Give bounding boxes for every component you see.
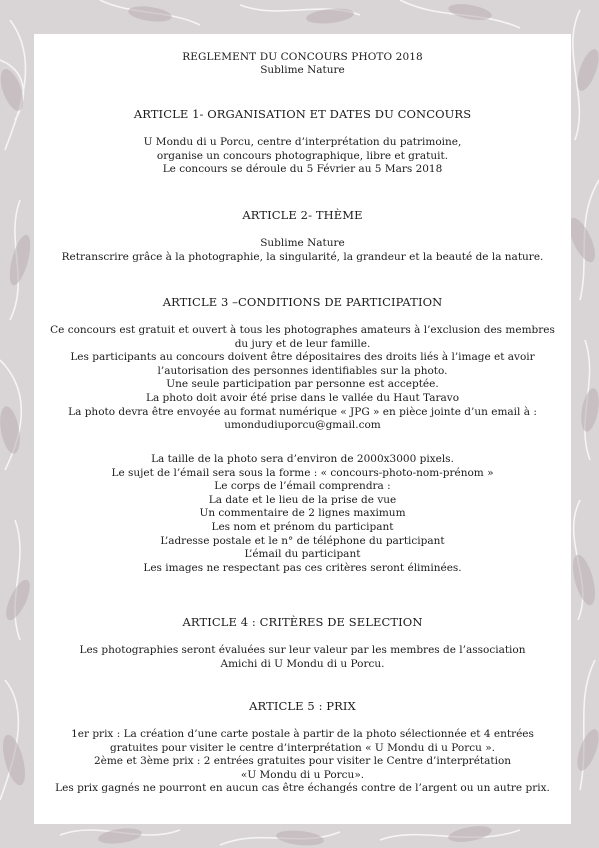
article-3-paragraph-2	[34, 453, 571, 575]
article-3-heading: ARTICLE 3 –CONDITIONS DE PARTICIPATION	[162, 295, 443, 309]
paragraph-line: gratuites pour visiter le centre d’interprétation « U Mondu di u Porcu ».	[110, 741, 495, 754]
paragraph-line: Les images ne respectant pas ces critères seront éliminées.	[143, 561, 462, 574]
paragraph-line: du jury et de leur famille.	[234, 337, 371, 350]
paragraph-line: La photo doit avoir été prise dans le vallée du Haut Taravo	[145, 391, 460, 404]
paragraph-line: Le sujet de l’émail sera sous la forme : « concours-photo-nom-prénom »	[111, 466, 494, 479]
article-1-paragraph-1	[34, 136, 571, 177]
paragraph-line: «U Mondu di u Porcu».	[240, 768, 365, 781]
paragraph-line: U Mondu di u Porcu, centre d’interprétation du patrimoine,	[143, 136, 462, 148]
document-page	[34, 34, 571, 824]
paragraph-line: Une seule participation par personne est acceptée.	[166, 378, 439, 391]
paragraph-line: 2ème et 3ème prix : 2 entrées gratuites pour visiter le Centre d’interprétation	[93, 755, 512, 768]
paragraph-line: Les prix gagnés ne pourront en aucun cas être échangés contre de l’argent ou un autre prix.	[55, 782, 550, 795]
article-2-paragraph-1	[34, 237, 571, 264]
paragraph-line: La taille de la photo sera d’environ de 2000x3000 pixels.	[151, 453, 454, 465]
article-3-paragraph-1	[34, 324, 571, 433]
paragraph-line: Ce concours est gratuit et ouvert à tous les photographes amateurs à l’exclusion des membres	[50, 324, 555, 336]
paragraph-line[interactable]: umondudiuporcu@gmail.com	[224, 419, 381, 432]
paragraph-line: Un commentaire de 2 lignes maximum	[199, 507, 406, 520]
paragraph-line: Les nom et prénom du participant	[211, 520, 394, 533]
paragraph-line: Les photographies seront évaluées sur leur valeur par les membres de l’association	[79, 644, 526, 656]
paragraph-line: Amichi di U Mondu di u Porcu.	[220, 657, 385, 670]
paragraph-line: La date et le lieu de la prise de vue	[208, 493, 397, 506]
document-subtitle: Sublime Nature	[260, 64, 345, 76]
article-1-heading: ARTICLE 1- ORGANISATION ET DATES DU CONCOURS	[133, 107, 472, 121]
article-5-paragraph-1	[34, 728, 571, 796]
paragraph-line: L’émail du participant	[244, 548, 361, 561]
paragraph-line: organise un concours photographique, libre et gratuit.	[156, 149, 449, 162]
article-4-heading: ARTICLE 4 : CRITÈRES DE SELECTION	[182, 615, 423, 629]
article-5-heading: ARTICLE 5 : PRIX	[249, 699, 356, 713]
paragraph-line: Le corps de l’émail comprendra :	[214, 480, 391, 493]
article-2-heading: ARTICLE 2- THÈME	[242, 208, 363, 222]
paragraph-line: L’adresse postale et le n° de téléphone du participant	[160, 534, 445, 547]
paragraph-line: Retranscrire grâce à la photographie, la singularité, la grandeur et la beauté de la nature.	[61, 250, 544, 263]
paragraph-line: Le concours se déroule du 5 Février au 5 Mars 2018	[162, 163, 443, 176]
document-title: REGLEMENT DU CONCOURS PHOTO 2018	[182, 51, 423, 63]
paragraph-line: La photo devra être envoyée au format numérique « JPG » en pièce jointe d’un email à :	[68, 405, 537, 418]
paragraph-line: Sublime Nature	[260, 237, 345, 249]
paragraph-line: Les participants au concours doivent être dépositaires des droits liés à l’image et avoir	[70, 351, 535, 364]
paragraph-line: l’autorisation des personnes identifiables sur la photo.	[157, 364, 448, 377]
paragraph-line: 1er prix : La création d’une carte postale à partir de la photo sélectionnée et 4 entrées	[71, 728, 534, 740]
article-4-paragraph-1	[34, 644, 571, 671]
